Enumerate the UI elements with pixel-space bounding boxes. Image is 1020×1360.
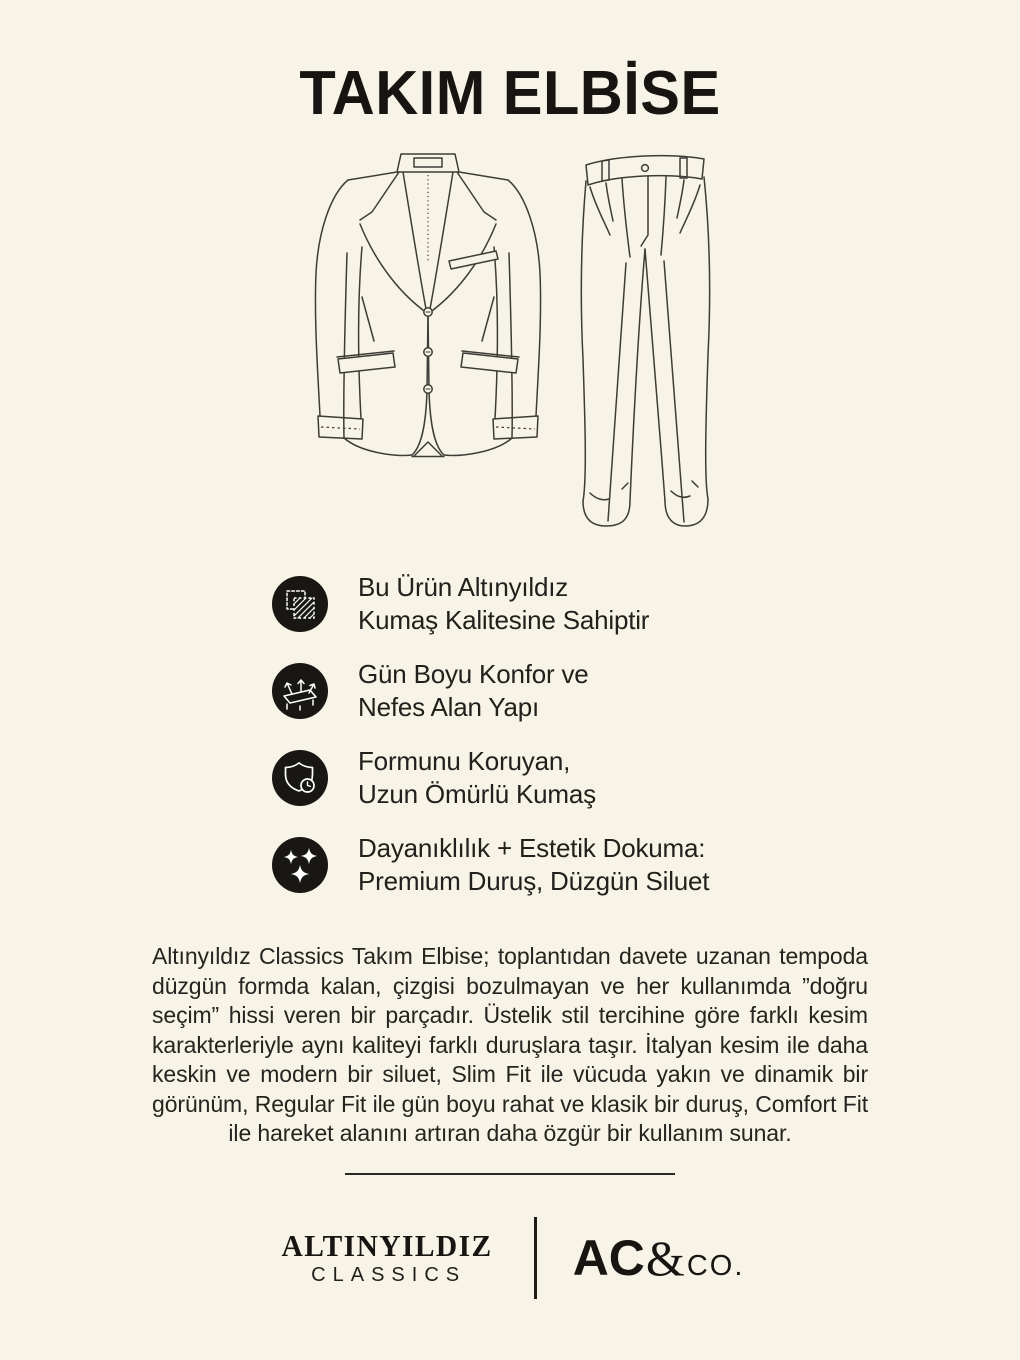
feature-line: Gün Boyu Konfor ve (358, 659, 589, 689)
feature-durability-aesthetics (272, 832, 1020, 898)
feature-text (358, 658, 589, 724)
ac-and-co-logo (572, 1229, 745, 1286)
footer-divider (345, 1173, 675, 1175)
feature-breathable-comfort (272, 658, 1020, 724)
suit-jacket-sketch (308, 149, 548, 461)
logo-ac-text: AC (572, 1229, 645, 1286)
page-title: TAKIM ELBİSE (299, 59, 721, 128)
feature-line: Premium Duruş, Düzgün Siluet (358, 866, 710, 896)
brand-name: ALTINYILDIZ (281, 1228, 493, 1263)
feature-line: Kumaş Kalitesine Sahiptir (358, 605, 650, 635)
feature-shape-retention (272, 745, 1020, 811)
feature-text (358, 832, 709, 898)
feature-line: Dayanıklılık + Estetik Dokuma: (358, 833, 706, 863)
logo-divider-bar (534, 1217, 537, 1299)
altinyildiz-classics-logo (276, 1230, 498, 1285)
suit-trousers-sketch (578, 149, 712, 533)
brand-subname: CLASSICS (311, 1264, 467, 1286)
feature-line: Bu Ürün Altınyıldız (358, 572, 569, 602)
brand-logos (0, 1217, 1020, 1299)
suit-illustrations (0, 149, 1020, 541)
logo-ampersand: & (645, 1229, 685, 1286)
feature-line: Formunu Koruyan, (358, 746, 571, 776)
feature-text (358, 745, 596, 811)
product-description: Altınyıldız Classics Takım Elbise; toplantıdan davete uzanan tempoda düzgün formda kalan, çizgisi bozulmayan ve her kullanımda ”doğru seçim” hissi veren bir parçadır. Üstelik stil tercihine göre farklı kesim karakterleriyle aynı kaliteyi farklı duruşlara taşır. İtalyan kesim ile daha keskin ve modern bir siluet, Slim Fit ile vücuda yakın ve dinamik bir görünüm, Regular Fit ile gün boyu rahat ve klasik bir duruş, Comfort Fit ile hareket alanını artıran daha özgür bir kullanım sunar. (152, 943, 868, 1146)
logo-co-text: CO. (686, 1249, 745, 1282)
feature-fabric-quality (272, 571, 1020, 637)
breathable-fabric-icon (272, 663, 328, 719)
sparkles-icon (272, 837, 328, 893)
feature-text (358, 571, 649, 637)
feature-line: Uzun Ömürlü Kumaş (358, 779, 596, 809)
feature-line: Nefes Alan Yapı (358, 692, 540, 722)
feature-list (272, 571, 1020, 898)
shield-clock-icon (272, 750, 328, 806)
fabric-swatch-icon (272, 576, 328, 632)
